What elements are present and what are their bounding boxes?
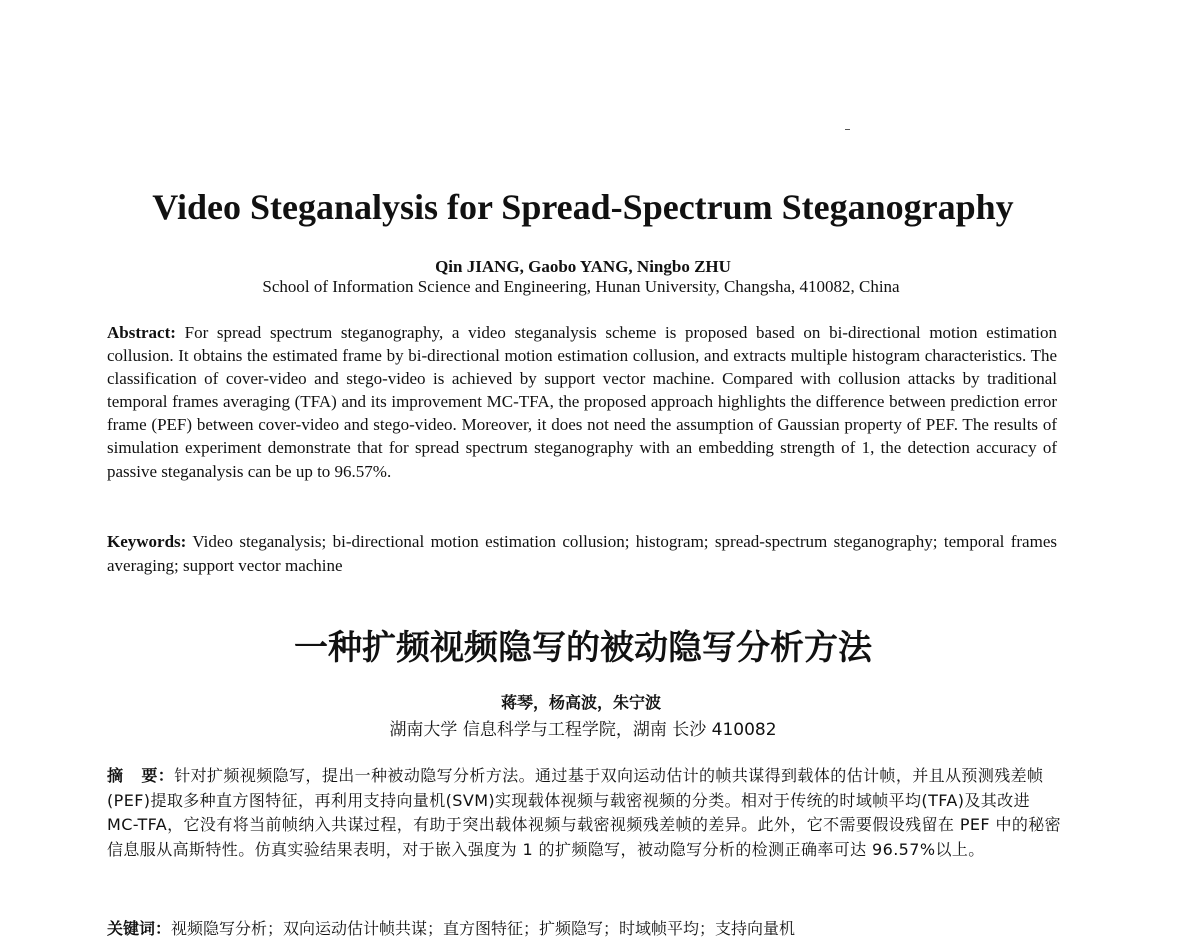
chinese-abstract-text: 针对扩频视频隐写，提出一种被动隐写分析方法。通过基于双向运动估计的帧共谋得到载体的估计帧，并且从预测残差帧(PEF)提取多种直方图特征，再利用支持向量机(SVM)实现载体视频与载密视频的分类。相对于传统的时域帧平均(TFA)及其改进 MC-TFA，它没有将当前帧纳入共谋过程，有助于突出载体视频与载密视频残差帧的差异。此外，它不需要假设残留在 PEF 中的秘密信息服从高斯特性。仿真实验结果表明，对于嵌入强度为 1 的扩频隐写，被动隐写分析的检测正确率可达 96.57%以上。 <box>107 766 1062 859</box>
keywords-text: Video steganalysis; bi-directional motion estimation collusion; histogram; spread-spectrum steganography; temporal frames averaging; support vector machine <box>107 532 1057 575</box>
abstract-label: Abstract: <box>107 323 176 342</box>
abstract-text: For spread spectrum steganography, a video steganalysis scheme is proposed based on bi-directional motion estimation collusion. It obtains the estimated frame by bi-directional motion estimation collusion, and extracts multiple histogram characteristics. The classification of cover-video and stego-video is achieved by support vector machine. Compared with collusion attacks by traditional temporal frames averaging (TFA) and its improvement MC-TFA, the proposed approach highlights the difference between prediction error frame (PEF) between cover-video and stego-video. Moreover, it does not need the assumption of Gaussian property of PEF. The results of simulation experiment demonstrate that for spread spectrum steganography with an embedding strength of 1, the detection accuracy of passive steganalysis can be up to 96.57%. <box>107 323 1057 481</box>
english-abstract <box>107 321 1057 483</box>
chinese-abstract-label-1: 摘 <box>107 766 124 785</box>
chinese-abstract-label-2: 要： <box>141 766 175 785</box>
english-title: Video Steganalysis for Spread-Spectrum Steganography <box>152 187 1014 227</box>
chinese-keywords <box>107 917 1062 941</box>
english-affiliation: School of Information Science and Engineering, Hunan University, Changsha, 410082, China <box>262 277 900 296</box>
keywords-label: Keywords: <box>107 532 187 551</box>
chinese-title: 一种扩频视频隐写的被动隐写分析方法 <box>294 628 872 668</box>
chinese-affiliation: 湖南大学 信息科学与工程学院，湖南 长沙 410082 <box>389 720 777 740</box>
scan-speck <box>845 129 850 130</box>
chinese-authors: 蒋琴，杨高波，朱宁波 <box>500 693 661 712</box>
chinese-keywords-label: 关键词： <box>107 919 172 938</box>
english-authors: Qin JIANG, Gaobo YANG, Ningbo ZHU <box>435 257 731 276</box>
chinese-abstract <box>107 764 1062 862</box>
english-keywords <box>107 530 1057 577</box>
chinese-keywords-text: 视频隐写分析；双向运动估计帧共谋；直方图特征；扩频隐写；时域帧平均；支持向量机 <box>171 919 796 938</box>
